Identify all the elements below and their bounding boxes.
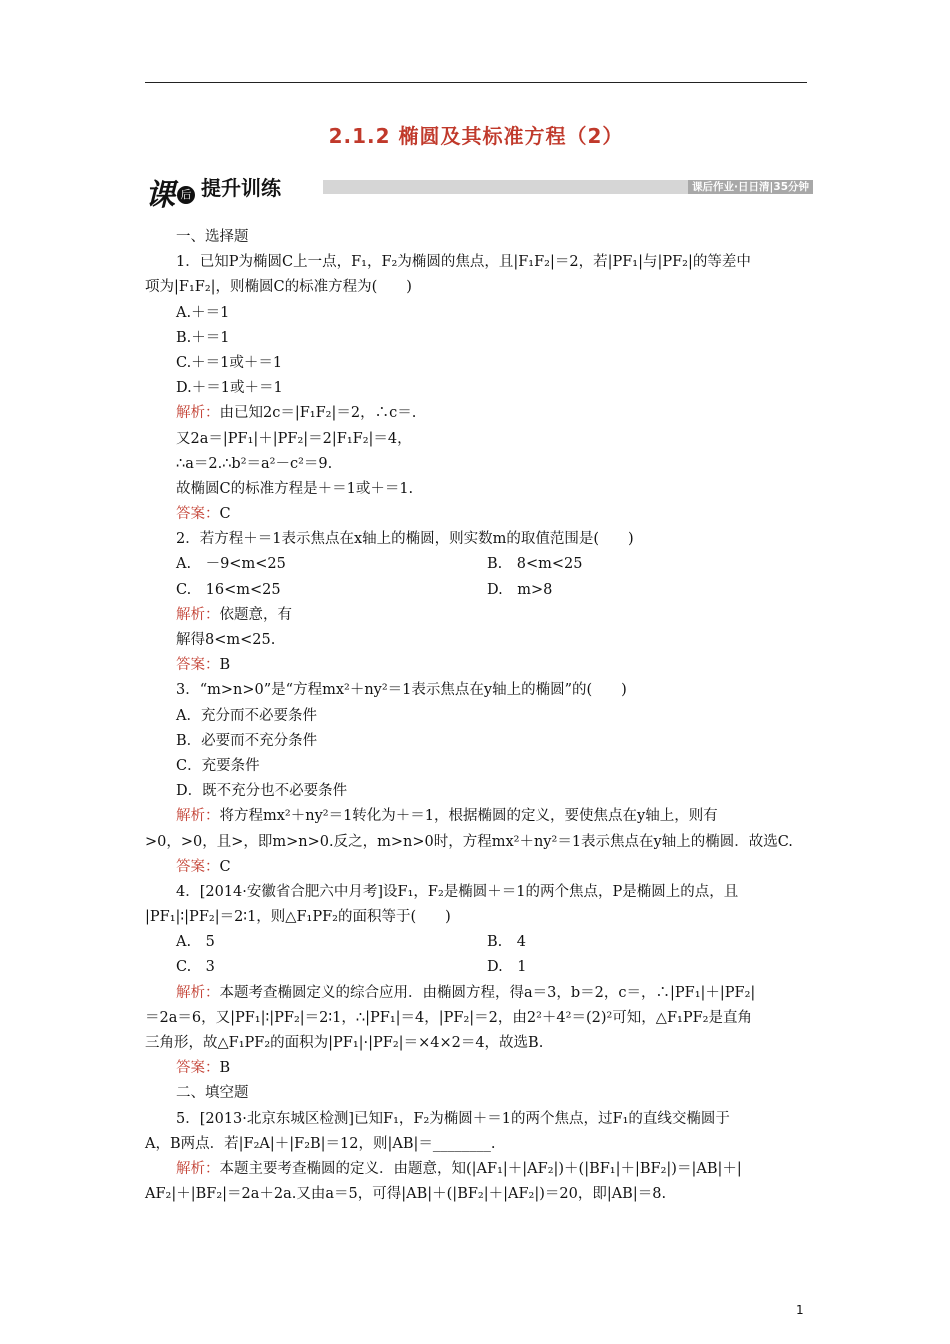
line-text: C xyxy=(219,506,231,523)
text-line xyxy=(145,1006,807,1031)
page-title: 2.1.2 椭圆及其标准方程（2） xyxy=(328,124,624,148)
text-line xyxy=(145,1107,807,1132)
line-text: C．充要条件 xyxy=(176,757,260,774)
text-line xyxy=(145,981,807,1006)
option-left: C. 16<m<25 xyxy=(176,581,281,598)
text-line xyxy=(145,1081,807,1106)
text-line xyxy=(145,905,807,930)
line-text: 三角形，故△F₁PF₂的面积为|PF₁|·|PF₂|＝×4×2＝4，故选B. xyxy=(145,1035,544,1051)
option-right: B. 4 xyxy=(487,934,526,951)
text-line xyxy=(145,754,807,779)
text-line xyxy=(145,855,807,880)
option-row xyxy=(145,552,807,577)
text-line xyxy=(145,704,807,729)
text-line xyxy=(145,1056,807,1081)
option-right: B. 8<m<25 xyxy=(487,556,583,573)
text-line xyxy=(145,804,807,829)
option-right: D. m>8 xyxy=(487,581,553,598)
text-line xyxy=(145,376,807,401)
banner-logo-badge: 后 xyxy=(177,186,195,204)
text-line xyxy=(145,1031,807,1056)
text-line xyxy=(145,678,807,703)
option-left: A. －9<m<25 xyxy=(176,556,286,573)
line-text: >0，>0，且>，即m>n>0.反之，m>n>0时，方程mx²＋ny²＝1表示焦点在y轴上的椭圆．故选C. xyxy=(145,833,793,850)
option-left: A. 5 xyxy=(176,934,215,951)
line-text: B.＋＝1 xyxy=(176,329,230,346)
option-row xyxy=(145,578,807,603)
line-text: A.＋＝1 xyxy=(176,304,230,321)
text-line xyxy=(145,225,807,250)
text-line xyxy=(145,275,807,300)
section-banner xyxy=(145,168,813,213)
line-text: C.＋＝1或＋＝1 xyxy=(176,354,283,371)
text-line xyxy=(145,729,807,754)
text-line xyxy=(145,351,807,376)
line-text: 2．若方程＋＝1表示焦点在x轴上的椭圆，则实数m的取值范围是( ) xyxy=(176,531,634,548)
line-text: 5．[2013·北京东城区检测]已知F₁，F₂为椭圆＋＝1的两个焦点，过F₁的直线交椭圆于 xyxy=(176,1110,730,1127)
answer-label: 答案： xyxy=(176,506,220,523)
banner-bar xyxy=(323,180,813,194)
option-right: D. 1 xyxy=(487,959,527,976)
line-text: B xyxy=(219,657,231,674)
line-text: 二、填空题 xyxy=(176,1085,249,1102)
line-text: 又2a＝|PF₁|＋|PF₂|＝2|F₁F₂|＝4， xyxy=(176,430,412,447)
line-text: 故椭圆C的标准方程是＋＝1或＋＝1. xyxy=(176,480,414,497)
text-line xyxy=(145,653,807,678)
text-line xyxy=(145,250,807,275)
option-row xyxy=(145,930,807,955)
text-line xyxy=(145,1182,807,1207)
page-number: 1 xyxy=(796,1303,804,1317)
line-text: 解得8<m<25. xyxy=(176,632,276,648)
text-line xyxy=(145,779,807,804)
text-line xyxy=(145,603,807,628)
line-text: A，B两点．若|F₂A|＋|F₂B|＝12，则|AB|＝________. xyxy=(145,1135,496,1152)
answer-label: 解析： xyxy=(176,984,220,1001)
text-line xyxy=(145,830,807,855)
line-text: B xyxy=(219,1060,231,1077)
text-line xyxy=(145,401,807,426)
text-line xyxy=(145,326,807,351)
line-text: ∴a＝2.∴b²＝a²－c²＝9. xyxy=(176,455,333,472)
banner-label: 提升训练 xyxy=(201,176,281,200)
line-text: A．充分而不必要条件 xyxy=(176,707,317,724)
text-line xyxy=(145,527,807,552)
answer-label: 答案： xyxy=(176,1060,220,1077)
document-body xyxy=(145,225,807,1207)
line-text: C xyxy=(219,858,231,875)
text-line xyxy=(145,427,807,452)
line-text: 由已知2c＝|F₁F₂|＝2，∴c＝. xyxy=(219,405,417,422)
line-text: ＝2a＝6，又|PF₁|∶|PF₂|＝2∶1，∴|PF₁|＝4，|PF₂|＝2，由2²＋4²＝(2)²可知，△F₁PF₂是直角 xyxy=(145,1009,752,1026)
text-line xyxy=(145,1132,807,1157)
line-text: 3．“m>n>0”是“方程mx²＋ny²＝1表示焦点在y轴上的椭圆”的( ) xyxy=(176,682,627,699)
text-line xyxy=(145,452,807,477)
line-text: |PF₁|∶|PF₂|＝2∶1，则△F₁PF₂的面积等于( ) xyxy=(145,909,451,926)
answer-label: 答案： xyxy=(176,657,220,674)
line-text: 本题考查椭圆定义的综合应用．由椭圆方程，得a＝3，b＝2，c＝，∴|PF₁|＋|PF₂| xyxy=(219,984,756,1001)
text-line xyxy=(145,477,807,502)
header-rule xyxy=(145,82,807,83)
answer-label: 解析： xyxy=(176,606,220,623)
banner-logo-glyph: 课 xyxy=(145,178,175,213)
line-text: 1．已知P为椭圆C上一点，F₁，F₂为椭圆的焦点，且|F₁F₂|＝2，若|PF₁|与|PF₂|的等差中 xyxy=(176,254,751,271)
line-text: D.＋＝1或＋＝1 xyxy=(176,380,283,397)
banner-tag: 课后作业·日日清|35分钟 xyxy=(688,180,813,194)
text-line xyxy=(145,502,807,527)
answer-label: 解析： xyxy=(176,405,220,422)
line-text: 项为|F₁F₂|，则椭圆C的标准方程为( ) xyxy=(145,279,412,296)
line-text: AF₂|＋|BF₂|＝2a＋2a.又由a＝5，可得|AB|＋(|BF₂|＋|AF₂|)＝20，即|AB|＝8. xyxy=(145,1186,667,1203)
text-line xyxy=(145,301,807,326)
line-text: D．既不充分也不必要条件 xyxy=(176,783,348,800)
answer-label: 答案： xyxy=(176,858,220,875)
option-row xyxy=(145,955,807,980)
text-line xyxy=(145,880,807,905)
option-left: C. 3 xyxy=(176,959,215,976)
answer-label: 解析： xyxy=(176,808,220,825)
line-text: 将方程mx²＋ny²＝1转化为＋＝1，根据椭圆的定义，要使焦点在y轴上，则有 xyxy=(219,808,718,825)
line-text: 4．[2014·安徽省合肥六中月考]设F₁，F₂是椭圆＋＝1的两个焦点，P是椭圆上的点，且 xyxy=(176,883,739,900)
line-text: B．必要而不充分条件 xyxy=(176,732,318,749)
text-line xyxy=(145,1157,807,1182)
line-text: 一、选择题 xyxy=(176,229,249,245)
text-line xyxy=(145,628,807,653)
line-text: 依题意，有 xyxy=(219,606,292,623)
answer-label: 解析： xyxy=(176,1160,220,1177)
line-text: 本题主要考查椭圆的定义．由题意，知(|AF₁|＋|AF₂|)＋(|BF₁|＋|BF₂|)＝|AB|＋| xyxy=(219,1160,742,1177)
